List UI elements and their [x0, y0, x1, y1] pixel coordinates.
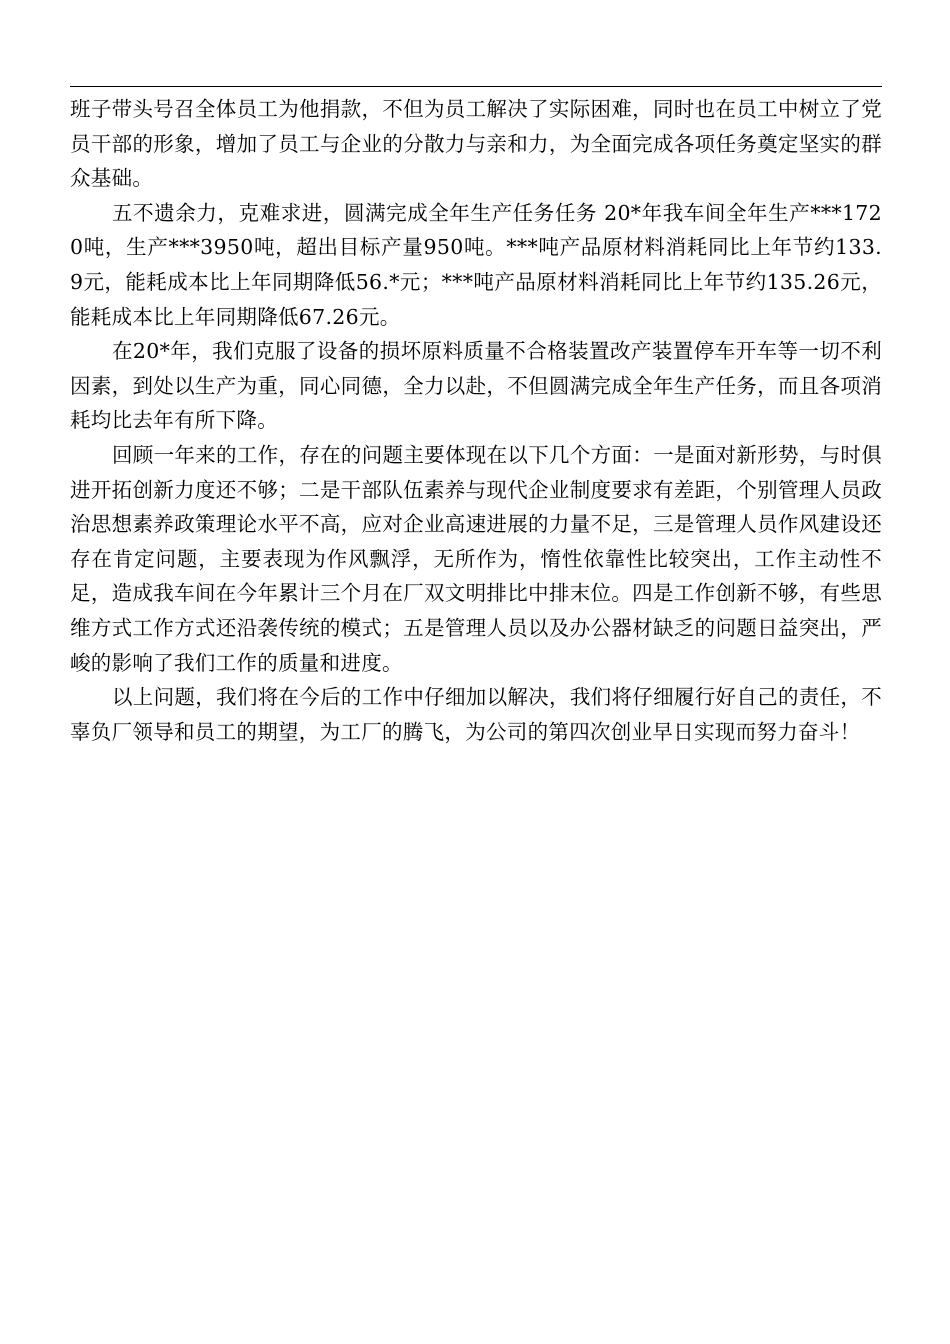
- paragraph-1: 班子带头号召全体员工为他捐款，不但为员工解决了实际困难，同时也在员工中树立了党员干部的形象，增加了员工与企业的分散力与亲和力，为全面完成各项任务奠定坚实的群众基础。: [70, 97, 882, 191]
- document-body: [70, 92, 882, 749]
- header-rule: [70, 86, 882, 87]
- paragraph-3: 在20*年，我们克服了设备的损坏原料质量不合格装置改产装置停车开车等一切不利因素，到处以生产为重，同心同德，全力以赴，不但圆满完成全年生产任务，而且各项消耗均比去年有所下降。: [70, 339, 882, 433]
- paragraph-5: 以上问题，我们将在今后的工作中仔细加以解决，我们将仔细履行好自己的责任，不辜负厂领导和员工的期望，为工厂的腾飞，为公司的第四次创业早日实现而努力奋斗！: [70, 685, 882, 744]
- paragraph-2: 五不遗余力，克难求进，圆满完成全年生产任务任务 20*年我车间全年生产***1720吨，生产***3950吨，超出目标产量950吨。***吨产品原材料消耗同比上年节约133.9元，能耗成本比上年同期降低56.*元；***吨产品原材料消耗同比上年节约135.26元，能耗成本比上年同期降低67.26元。: [70, 200, 882, 329]
- paragraph-4: 回顾一年来的工作，存在的问题主要体现在以下几个方面：一是面对新形势，与时俱进开拓创新力度还不够；二是干部队伍素养与现代企业制度要求有差距，个别管理人员政治思想素养政策理论水平不高，应对企业高速进展的力量不足，三是管理人员作风建设还存在肯定问题，主要表现为作风飘浮，无所作为，惰性依靠性比较突出，工作主动性不足，造成我车间在今年累计三个月在厂双文明排比中排末位。四是工作创新不够，有些思维方式工作方式还沿袭传统的模式；五是管理人员以及办公器材缺乏的问题日益突出，严峻的影响了我们工作的质量和进度。: [70, 442, 882, 675]
